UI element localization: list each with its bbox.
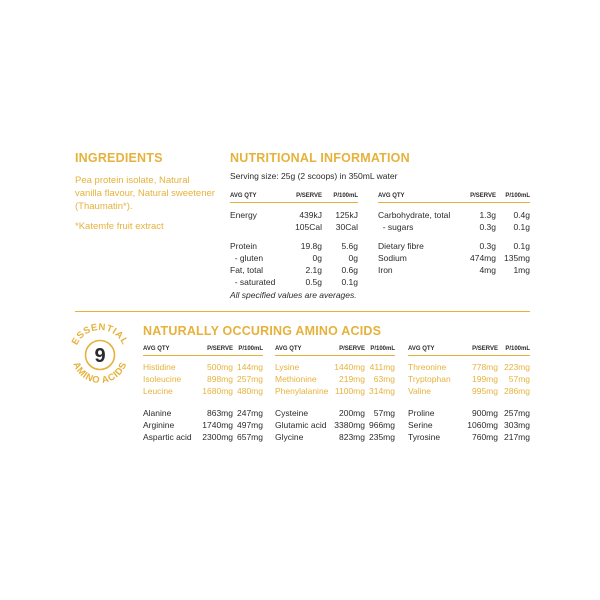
ingredients-footnote: *Katemfe fruit extract — [75, 221, 164, 232]
amino-row: Glutamic acid 3380mg 966mg — [275, 420, 395, 430]
amino-row: Proline 900mg 257mg — [408, 408, 530, 418]
col-header-p-100ml: P/100mL — [322, 193, 358, 203]
col-header-p-100ml: P/100mL — [498, 346, 530, 356]
amino-row-essential: Threonine 778mg 223mg — [408, 362, 530, 372]
serving-size: Serving size: 25g (2 scoops) in 350mL water — [230, 171, 398, 181]
amino-table-1 — [143, 346, 263, 443]
amino-row-essential: Lysine 1440mg 411mg — [275, 362, 395, 372]
nutrition-row: Dietary fibre 0.3g 0.1g — [378, 241, 530, 251]
amino-row-essential: Methionine 219mg 63mg — [275, 374, 395, 384]
ingredients-section — [75, 151, 215, 233]
nutrition-row: Energy 439kJ 125kJ — [230, 210, 358, 220]
amino-row-essential: Isoleucine 898mg 257mg — [143, 374, 263, 384]
nutrition-table-left — [230, 193, 358, 288]
nutrition-row: - saturated 0.5g 0.1g — [230, 277, 358, 287]
ingredients-text: Pea protein isolate, Natural vanilla flavour, Natural sweetener (Thaumatin*). — [75, 175, 215, 212]
nutrition-row: Protein 19.8g 5.6g — [230, 241, 358, 251]
col-header-p-serve: P/SERVE — [464, 346, 498, 356]
nutrition-row: - sugars 0.3g 0.1g — [378, 222, 530, 232]
amino-row-essential: Histidine 500mg 144mg — [143, 362, 263, 372]
amino-row: Serine 1060mg 303mg — [408, 420, 530, 430]
col-header-p-100ml: P/100mL — [233, 346, 263, 356]
amino-row: Arginine 1740mg 497mg — [143, 420, 263, 430]
amino-row: Alanine 863mg 247mg — [143, 408, 263, 418]
nutrition-section — [230, 151, 530, 181]
ingredients-title: INGREDIENTS — [75, 151, 163, 165]
amino-title: NATURALLY OCCURING AMINO ACIDS — [143, 324, 382, 338]
col-header-avg-qty: AVG QTY — [378, 193, 462, 203]
col-header-avg-qty: AVG QTY — [275, 346, 333, 356]
col-header-avg-qty: AVG QTY — [230, 193, 286, 203]
amino-row-essential: Valine 995mg 286mg — [408, 386, 530, 396]
nutrition-row: Fat, total 2.1g 0.6g — [230, 265, 358, 275]
col-header-p-100ml: P/100mL — [365, 346, 395, 356]
nutrition-row: Iron 4mg 1mg — [378, 265, 530, 275]
col-header-p-serve: P/SERVE — [286, 193, 322, 203]
col-header-p-100ml: P/100mL — [496, 193, 530, 203]
col-header-avg-qty: AVG QTY — [143, 346, 199, 356]
essential-amino-badge — [63, 318, 137, 392]
col-header-p-serve: P/SERVE — [462, 193, 496, 203]
badge-number: 9 — [94, 345, 106, 367]
amino-row: Aspartic acid 2300mg 657mg — [143, 432, 263, 442]
nutrition-row: 105Cal 30Cal — [295, 222, 358, 232]
col-header-avg-qty: AVG QTY — [408, 346, 464, 356]
badge-top-text: ESSENTIAL — [69, 321, 131, 347]
badge-bottom-text: AMINO ACIDS — [70, 360, 130, 387]
amino-row-essential: Phenylalanine 1100mg 314mg — [275, 386, 395, 396]
amino-row-essential: Leucine 1680mg 480mg — [143, 386, 263, 396]
amino-table-2 — [275, 346, 395, 443]
amino-table-3 — [408, 346, 530, 443]
nutrition-row: Sodium 474mg 135mg — [378, 253, 530, 263]
nutrition-row: Carbohydrate, total 1.3g 0.4g — [378, 210, 530, 220]
amino-row: Glycine 823mg 235mg — [275, 432, 395, 442]
nutrition-table-right — [378, 193, 530, 276]
nutrition-note: All specified values are averages. — [230, 290, 357, 300]
badge-graphic — [63, 318, 137, 392]
col-header-p-serve: P/SERVE — [199, 346, 233, 356]
col-header-p-serve: P/SERVE — [333, 346, 365, 356]
nutrition-row: - gluten 0g 0g — [230, 253, 358, 263]
amino-row: Tyrosine 760mg 217mg — [408, 432, 530, 442]
section-divider — [75, 311, 530, 312]
amino-row: Cysteine 200mg 57mg — [275, 408, 395, 418]
amino-row-essential: Tryptophan 199mg 57mg — [408, 374, 530, 384]
nutrition-title: NUTRITIONAL INFORMATION — [230, 151, 410, 165]
